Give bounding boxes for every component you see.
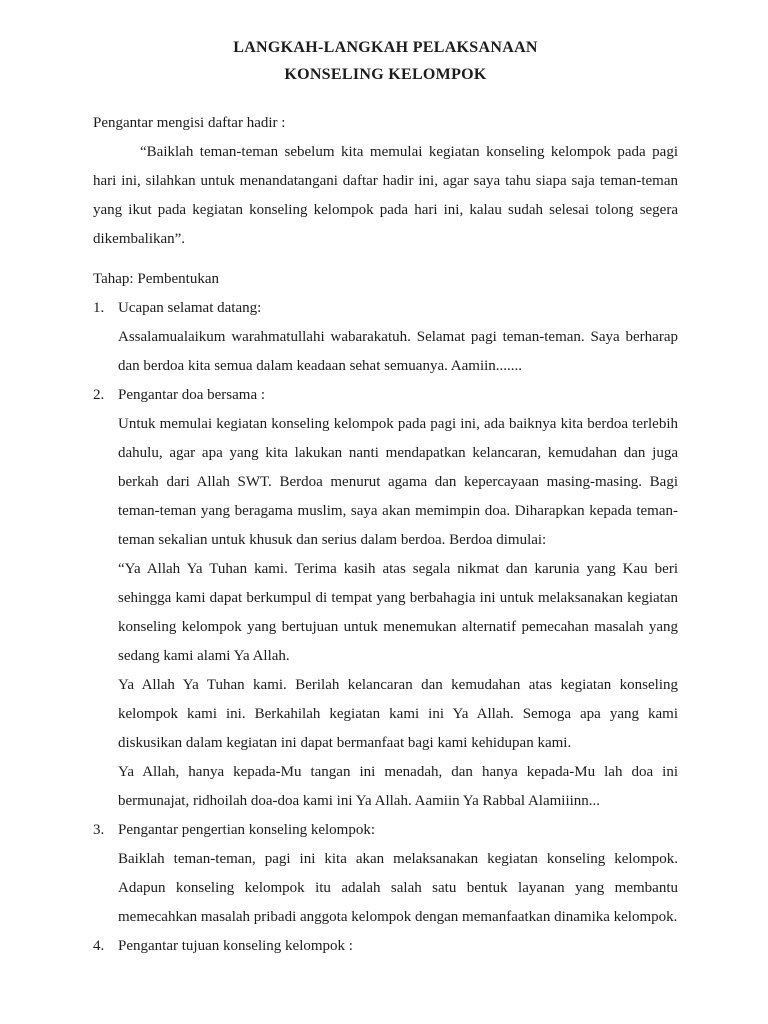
list-item-heading: Pengantar tujuan konseling kelompok : bbox=[118, 938, 353, 954]
list-item-paragraph: Ya Allah, hanya kepada-Mu tangan ini menadah, dan hanya kepada-Mu lah doa ini bermunajat, ridhoilah doa-doa kami ini Ya Allah. Aamiin Ya Rabbal Alamiiinn... bbox=[118, 764, 678, 809]
list-item-number: 3. bbox=[93, 822, 105, 838]
list-item-paragraph: Baiklah teman-teman, pagi ini kita akan melaksanakan kegiatan konseling kelompok. Adapun konseling kelompok itu adalah salah satu bentuk layanan yang membantu memecahkan masalah pribadi anggota kelompok dengan memanfaatkan dinamika kelompok. bbox=[118, 851, 678, 925]
intro-section-label: Pengantar mengisi daftar hadir : bbox=[93, 115, 286, 131]
list-item-paragraph: Ya Allah Ya Tuhan kami. Berilah kelancaran dan kemudahan atas kegiatan konseling kelompok kami ini. Berkahilah kegiatan kami ini Ya Allah. Semoga apa yang kami diskusikan dalam kegiatan ini dapat bermanfaat bagi kami kehidupan kami. bbox=[118, 677, 678, 751]
stage-steps-list bbox=[93, 294, 678, 961]
list-item-body bbox=[118, 294, 678, 381]
list-item-paragraph: Assalamualaikum warahmatullahi wabarakatuh. Selamat pagi teman-teman. Saya berharap dan berdoa kita semua dalam keadaan sehat semuanya. Aamiin....... bbox=[118, 329, 678, 374]
list-item-body bbox=[118, 932, 678, 961]
list-item-number: 2. bbox=[93, 387, 105, 403]
list-item-number: 1. bbox=[93, 300, 105, 316]
page-title bbox=[93, 34, 678, 88]
intro-paragraph: “Baiklah teman-teman sebelum kita memulai kegiatan konseling kelompok pada pagi hari ini, silahkan untuk menandatangani daftar hadir ini, agar saya tahu siapa saja teman-teman yang ikut pada kegiatan konseling kelompok pada hari ini, kalau sudah selesai tolong segera dikembalikan”. bbox=[93, 144, 678, 247]
list-item-paragraph: “Ya Allah Ya Tuhan kami. Terima kasih atas segala nikmat dan karunia yang Kau beri sehingga kami dapat berkumpul di tempat yang berbahagia ini untuk melaksanakan kegiatan konseling kelompok yang bertujuan untuk menemukan alternatif pemecahan masalah yang sedang kami alami Ya Allah. bbox=[118, 561, 678, 664]
list-item bbox=[93, 932, 678, 961]
list-item-number: 4. bbox=[93, 938, 105, 954]
list-item-heading: Ucapan selamat datang: bbox=[118, 300, 262, 316]
page-title-line-1: LANGKAH-LANGKAH PELAKSANAAN bbox=[233, 39, 538, 56]
page-title-line-2: KONSELING KELOMPOK bbox=[284, 66, 487, 83]
list-item bbox=[93, 381, 678, 816]
list-item bbox=[93, 816, 678, 932]
list-item-paragraph: Untuk memulai kegiatan konseling kelompok pada pagi ini, ada baiknya kita berdoa terlebih dahulu, agar apa yang kita lakukan nanti mendapatkan kelancaran, kemudahan dan juga berkah dari Allah SWT. Berdoa menurut agama dan kepercayaan masing-masing. Bagi teman-teman yang beragama muslim, saya akan memimpin doa. Diharapkan kepada teman-teman sekalian untuk khusuk dan serius dalam berdoa. Berdoa dimulai: bbox=[118, 416, 678, 548]
list-item-body bbox=[118, 381, 678, 816]
stage-section-label: Tahap: Pembentukan bbox=[93, 271, 219, 287]
list-item-body bbox=[118, 816, 678, 932]
list-item-heading: Pengantar doa bersama : bbox=[118, 387, 266, 403]
list-item-heading: Pengantar pengertian konseling kelompok: bbox=[118, 822, 376, 838]
list-item bbox=[93, 294, 678, 381]
